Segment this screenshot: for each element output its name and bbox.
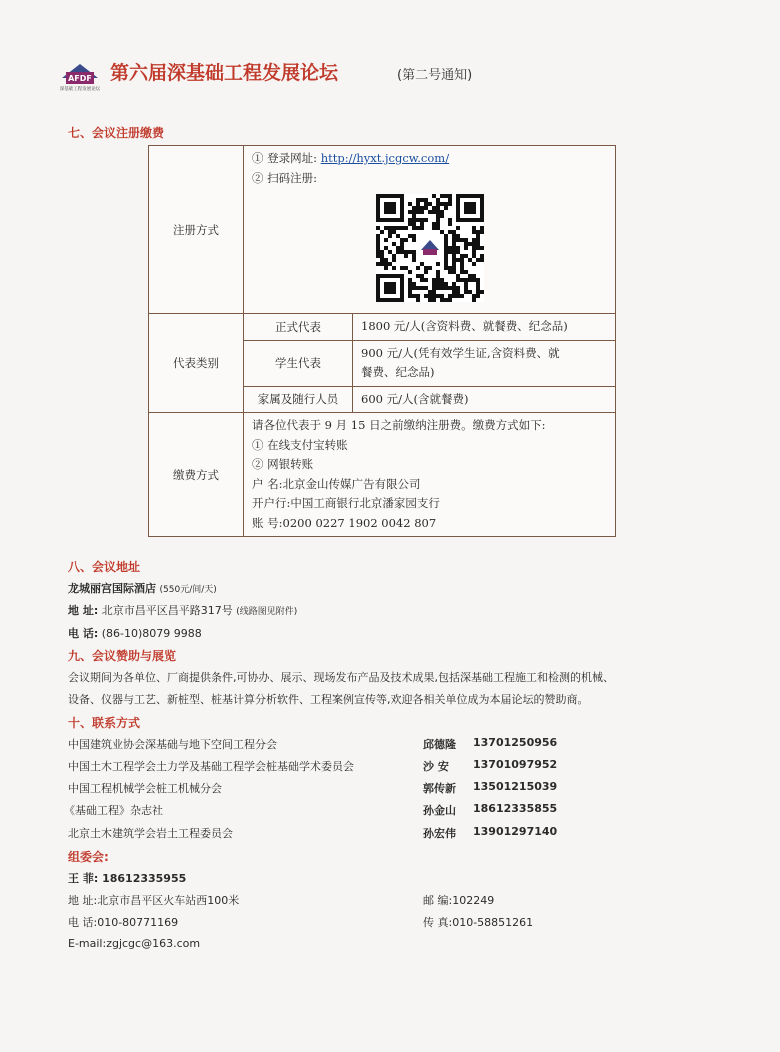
registration-url-link[interactable]: http://hyxt.jcgcw.com/ xyxy=(320,151,450,165)
contact-name: 孙金山 xyxy=(423,804,456,817)
contact-phone: 13701097952 xyxy=(473,758,558,771)
contact-org: 中国建筑业协会深基础与地下空间工程分会 xyxy=(68,738,277,751)
contact-org: 中国土木工程学会土力学及基础工程学会桩基础学术委员会 xyxy=(68,760,354,773)
contact-org: 《基础工程》杂志社 xyxy=(64,804,163,817)
rep-fee-formal: 1800 元/人(含资料费、就餐费、纪念品) xyxy=(353,314,616,341)
logo-text: AFDF xyxy=(68,74,92,83)
payment-line: 请各位代表于 9 月 15 日之前缴纳注册费。缴费方式如下: xyxy=(252,418,546,432)
forum-logo xyxy=(56,58,104,92)
registration-url-prefix: ① 登录网址: xyxy=(252,151,318,165)
section-10-title: 十、联系方式 xyxy=(68,716,141,730)
rep-fee-student-line2: 餐费、纪念品) xyxy=(361,365,435,379)
hotel-price: (550元/间/天) xyxy=(159,585,217,595)
payment-line: 账 号:0200 0227 1902 0042 807 xyxy=(252,515,437,530)
payment-row xyxy=(149,413,616,537)
contact-name: 沙 安 xyxy=(423,760,449,773)
committee-person-phone: 18612335955 xyxy=(102,872,187,885)
contact-name: 邱德隆 xyxy=(423,738,456,751)
section-7-title: 七、会议注册缴费 xyxy=(68,126,165,140)
committee-title: 组委会: xyxy=(68,850,109,864)
contact-phone: 13901297140 xyxy=(473,825,558,838)
hotel-address: 北京市昌平区昌平路317号 xyxy=(101,604,233,617)
rep-type-family: 家属及随行人员 xyxy=(244,386,353,413)
section-8-title: 八、会议地址 xyxy=(68,560,141,574)
rep-fee-student-line1: 900 元/人(凭有效学生证,含资料费、就 xyxy=(361,345,560,360)
phone-label: 电 话: xyxy=(68,627,99,640)
scan-register-label: ② 扫码注册: xyxy=(252,170,318,185)
rep-row-formal xyxy=(149,314,616,341)
committee-fax: 传 真:010-58851261 xyxy=(423,916,534,929)
contact-name: 郭传新 xyxy=(423,782,456,795)
registration-method-row xyxy=(149,146,616,314)
address-label: 地 址: xyxy=(68,604,99,617)
hotel-name: 龙城丽宫国际酒店 xyxy=(68,582,156,595)
committee-address: 地 址:北京市昌平区火车站西100米 xyxy=(68,894,240,907)
payment-method-label: 缴费方式 xyxy=(149,413,244,537)
registration-table xyxy=(148,145,616,537)
contact-phone: 13501215039 xyxy=(473,780,558,793)
address-note: (线路图见附件) xyxy=(236,607,298,617)
section-9-title: 九、会议赞助与展览 xyxy=(68,649,177,663)
logo-caption: 深基础工程发展论坛 xyxy=(59,87,101,92)
rep-category-label: 代表类别 xyxy=(149,314,244,413)
sponsor-text-line2: 设备、仪器与工艺、新桩型、桩基计算分析软件、工程案例宣传等,欢迎各相关单位成为本届论坛的赞助商。 xyxy=(68,693,589,706)
committee-person: 王 菲: xyxy=(68,872,99,885)
rep-fee-family: 600 元/人(含就餐费) xyxy=(353,386,616,413)
qr-code xyxy=(376,194,484,302)
payment-line: 开户行:中国工商银行北京潘家园支行 xyxy=(252,496,440,510)
page-title: 第六届深基础工程发展论坛 xyxy=(110,62,339,84)
contact-phone: 18612335855 xyxy=(473,802,558,815)
contact-name: 孙宏伟 xyxy=(423,827,456,840)
committee-postcode: 邮 编:102249 xyxy=(423,894,495,907)
hotel-phone: (86-10)8079 9988 xyxy=(101,627,202,640)
payment-line: ① 在线支付宝转账 xyxy=(252,437,348,452)
payment-line: ② 网银转账 xyxy=(252,457,314,471)
committee-tel: 电 话:010-80771169 xyxy=(68,916,179,929)
rep-type-formal: 正式代表 xyxy=(244,314,353,341)
committee-email[interactable]: E-mail:zgjcgc@163.com xyxy=(68,937,201,950)
contact-phone: 13701250956 xyxy=(473,736,558,749)
page-subtitle: (第二号通知) xyxy=(397,68,473,83)
contact-org: 中国工程机械学会桩工机械分会 xyxy=(68,782,222,795)
rep-type-student: 学生代表 xyxy=(244,340,353,386)
sponsor-text-line1: 会议期间为各单位、厂商提供条件,可协办、展示、现场发布产品及技术成果,包括深基础工程施工和检测的机械、 xyxy=(68,671,614,684)
payment-line: 户 名:北京金山传媒广告有限公司 xyxy=(252,476,421,491)
registration-method-label: 注册方式 xyxy=(149,146,244,314)
contact-org: 北京土木建筑学会岩土工程委员会 xyxy=(68,827,233,840)
